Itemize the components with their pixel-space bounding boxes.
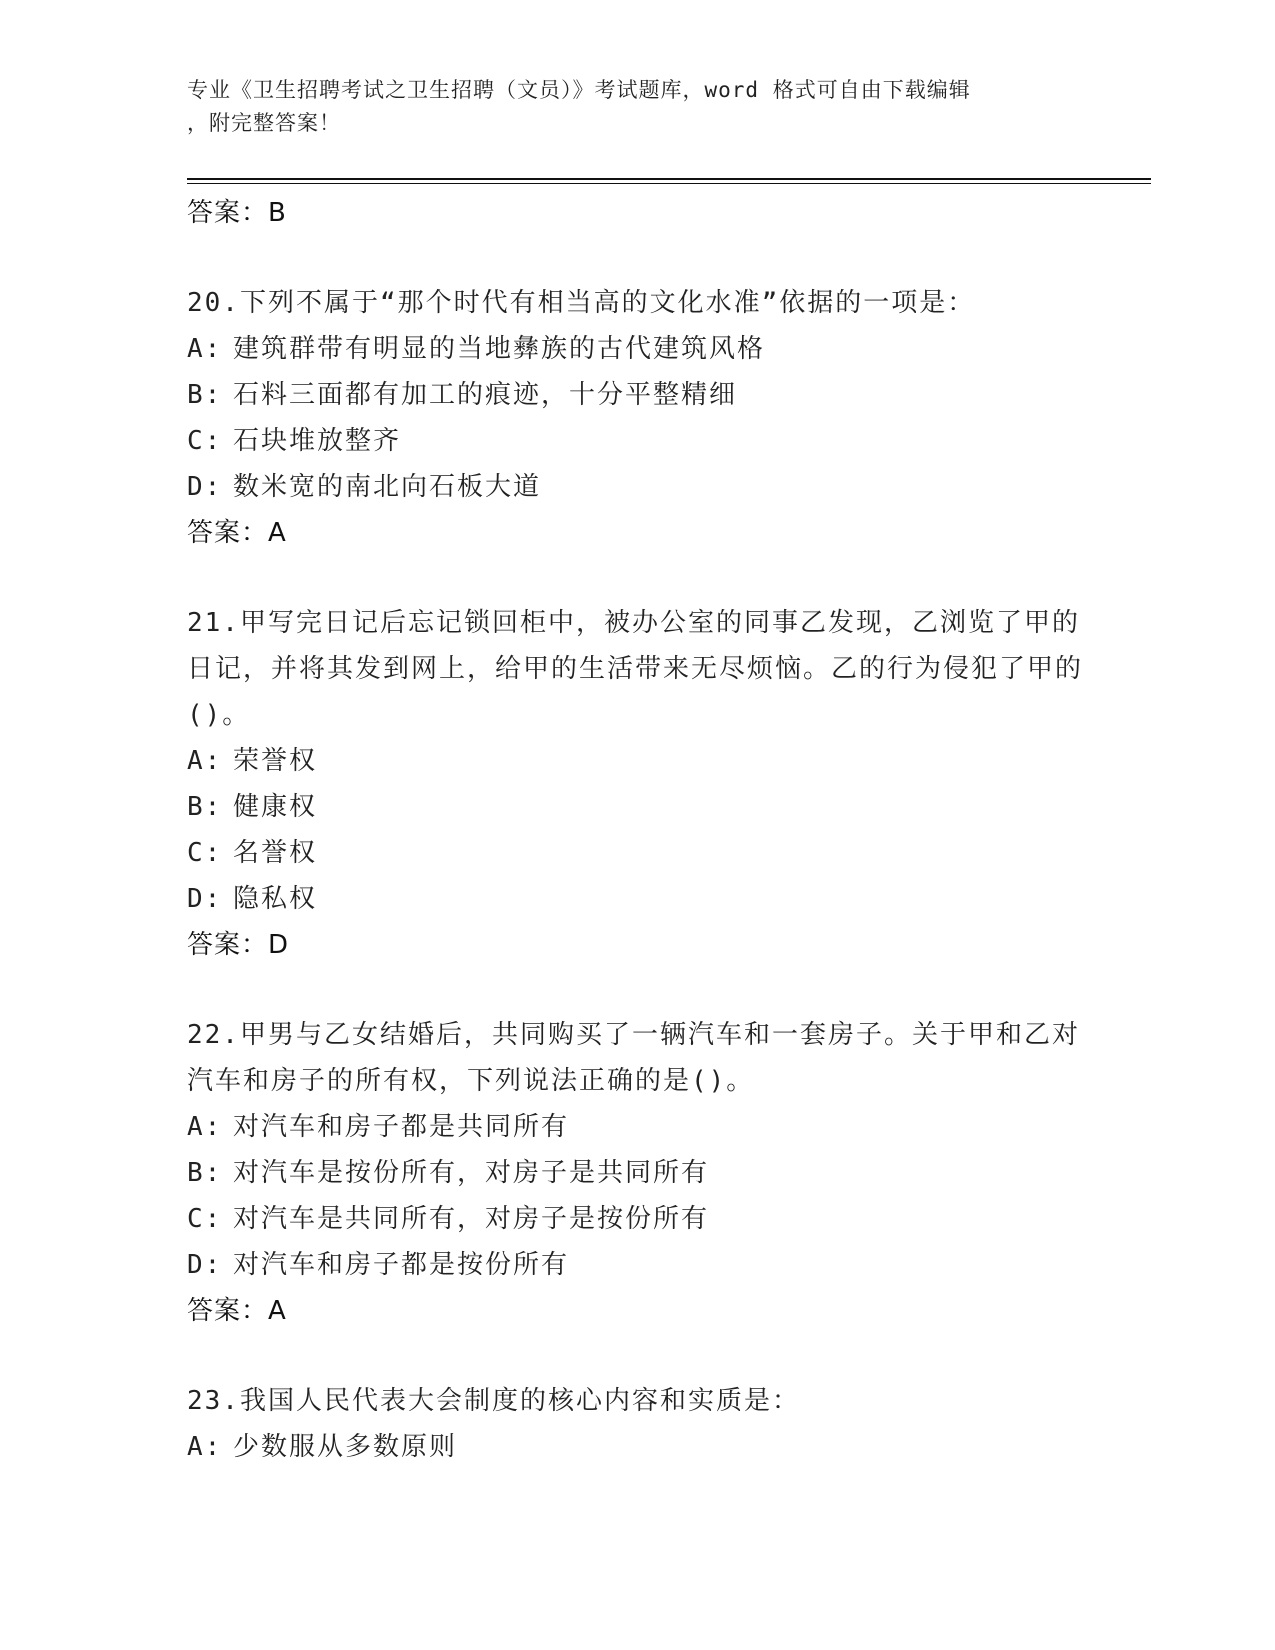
option-text: 数米宽的南北向石板大道: [233, 472, 542, 502]
option-text: 对汽车是共同所有，对房子是按份所有: [233, 1204, 710, 1234]
option-key: C:: [187, 1204, 223, 1234]
option-key: A:: [187, 334, 223, 364]
option-d: [187, 464, 1087, 510]
option-a: [187, 1104, 1087, 1150]
question-stem: 23.我国人民代表大会制度的核心内容和实质是：: [187, 1386, 800, 1416]
option-key: B:: [187, 380, 223, 410]
option-text: 名誉权: [233, 838, 318, 868]
option-text: 建筑群带有明显的当地彝族的古代建筑风格: [233, 334, 766, 364]
option-key: C:: [187, 838, 223, 868]
option-d: [187, 1242, 1087, 1288]
question-21: [187, 600, 1087, 968]
document-header: [187, 74, 1087, 140]
option-b: [187, 372, 1087, 418]
option-text: 少数服从多数原则: [233, 1432, 458, 1462]
option-c: [187, 1196, 1087, 1242]
previous-answer: 答案：B: [187, 198, 287, 228]
answer: 答案：A: [187, 518, 287, 548]
option-key: D:: [187, 1250, 223, 1280]
option-key: A:: [187, 746, 223, 776]
answer: 答案：D: [187, 930, 290, 960]
option-key: D:: [187, 884, 223, 914]
option-a: [187, 1424, 1087, 1470]
option-key: A:: [187, 1112, 223, 1142]
header-divider-thick: [187, 178, 1151, 180]
option-key: C:: [187, 426, 223, 456]
option-text: 石料三面都有加工的痕迹，十分平整精细: [233, 380, 738, 410]
question-stem: 20.下列不属于“那个时代有相当高的文化水准”依据的一项是：: [187, 288, 976, 318]
question-stem: 22.甲男与乙女结婚后，共同购买了一辆汽车和一套房子。关于甲和乙对汽车和房子的所有权，下列说法正确的是()。: [187, 1020, 1080, 1096]
option-b: [187, 1150, 1087, 1196]
answer: 答案：A: [187, 1296, 287, 1326]
option-text: 荣誉权: [233, 746, 318, 776]
question-stem: 21.甲写完日记后忘记锁回柜中，被办公室的同事乙发现，乙浏览了甲的日记，并将其发到网上，给甲的生活带来无尽烦恼。乙的行为侵犯了甲的()。: [187, 608, 1084, 730]
option-d: [187, 876, 1087, 922]
header-divider-thin: [187, 183, 1151, 184]
option-a: [187, 738, 1087, 784]
option-b: [187, 784, 1087, 830]
header-line-1: 专业《卫生招聘考试之卫生招聘（文员）》考试题库，word 格式可自由下载编辑: [187, 78, 971, 102]
question-list: [187, 190, 1087, 1470]
option-text: 健康权: [233, 792, 318, 822]
option-text: 对汽车和房子都是共同所有: [233, 1112, 570, 1142]
option-text: 石块堆放整齐: [233, 426, 402, 456]
header-line-2: ，附完整答案！: [187, 111, 341, 135]
option-key: D:: [187, 472, 223, 502]
option-c: [187, 830, 1087, 876]
option-text: 对汽车是按份所有，对房子是共同所有: [233, 1158, 710, 1188]
option-key: A:: [187, 1432, 223, 1462]
option-key: B:: [187, 1158, 223, 1188]
option-c: [187, 418, 1087, 464]
question-23: [187, 1378, 1087, 1470]
option-text: 对汽车和房子都是按份所有: [233, 1250, 570, 1280]
option-text: 隐私权: [233, 884, 318, 914]
question-22: [187, 1012, 1087, 1334]
question-20: [187, 280, 1087, 556]
option-key: B:: [187, 792, 223, 822]
option-a: [187, 326, 1087, 372]
